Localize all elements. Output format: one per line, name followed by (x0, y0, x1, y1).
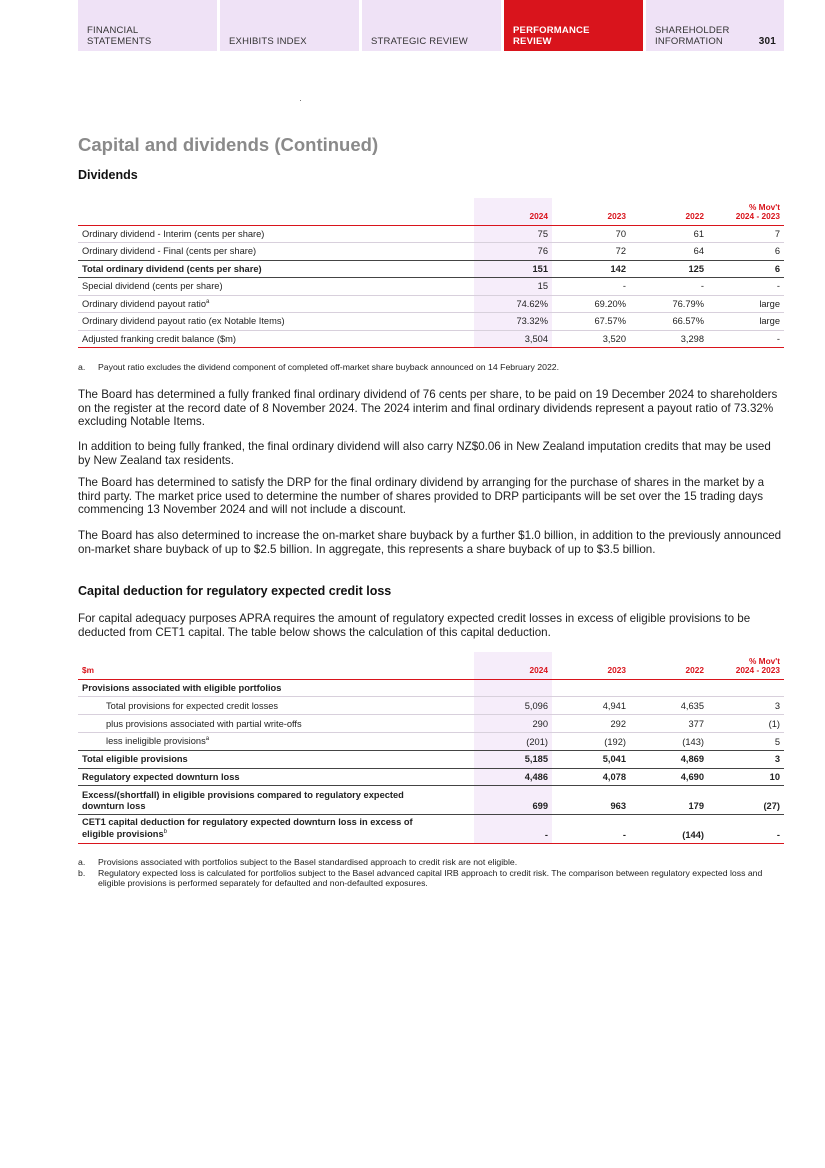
footnote-marker: b (163, 829, 167, 836)
cell-2022: (143) (682, 736, 704, 747)
cell-movement: - (776, 830, 780, 840)
dividends-footnotes (78, 362, 784, 373)
capital-deduction-intro: For capital adequacy purposes APRA requires the amount of regulatory expected credit losses in excess of eligible provisions to be deducted from CET1 capital. The table below shows the calculation of this capital deduction. (78, 612, 751, 639)
cell-2022: 4,869 (680, 754, 704, 765)
footnote-marker: a (205, 736, 210, 743)
cell-2023: 4,941 (602, 700, 626, 711)
dividends-table (78, 198, 784, 348)
table-row (78, 278, 784, 296)
cell-2023: 142 (610, 263, 626, 274)
table-row (78, 697, 784, 715)
cell-2022: 4,690 (680, 771, 704, 782)
row-label: Total eligible provisions (82, 754, 188, 765)
cell-movement: (27) (763, 801, 780, 811)
row-label: Adjusted franking credit balance ($m) (82, 333, 236, 344)
section-label: Provisions associated with eligible portfolios (82, 682, 282, 693)
table-row (78, 295, 784, 313)
cell-2024 (474, 679, 552, 697)
stray-dot (300, 100, 301, 101)
footnote: a. Provisions associated with portfolios subject to the Basel standardised approach to credit risk are not eligible. (78, 857, 518, 867)
row-label: Excess/(shortfall) in eligible provisions compared to regulatory expected downturn loss (82, 790, 404, 811)
cell-movement: 7 (774, 228, 780, 239)
cell-2022: 76.79% (672, 298, 704, 309)
row-label: Total provisions for expected credit losses (106, 700, 279, 711)
table-row-total (78, 786, 784, 815)
row-label: Total ordinary dividend (cents per share) (82, 263, 262, 274)
page-number: 301 (758, 36, 776, 47)
cell-2023: 70 (615, 228, 626, 239)
table-row (78, 243, 784, 261)
tab-label: PERFORMANCE REVIEW (513, 25, 590, 47)
cell-2023: 4,078 (602, 771, 626, 782)
col-header-2023: 2023 (607, 211, 626, 221)
table-row-total (78, 751, 784, 769)
table-row (78, 330, 784, 348)
cell-movement: large (759, 298, 780, 309)
col-header-movement: % Mov't 2024 - 2023 (735, 655, 780, 675)
row-label: Ordinary dividend payout ratio (ex Notable Items) (82, 316, 285, 327)
tab-performance-review[interactable] (504, 0, 643, 51)
cell-2024: 290 (474, 715, 552, 733)
cell-2024: 15 (474, 278, 552, 296)
col-header-2022: 2022 (685, 665, 704, 675)
col-header-2022: 2022 (685, 211, 704, 221)
cell-movement: 10 (769, 771, 780, 782)
dividend-paragraph-2: In addition to being fully franked, the final ordinary dividend will also carry NZ$0.06 in New Zealand imputation credits that may be used by New Zealand tax residents. (78, 440, 771, 467)
cell-2022: 4,635 (680, 700, 704, 711)
col-header-2024: 2024 (474, 652, 552, 679)
cell-2023: - (622, 830, 626, 840)
cell-2024: 74.62% (474, 295, 552, 313)
footnote: a. Payout ratio excludes the dividend component of completed off-market share buyback announced on 14 February 2022. (78, 362, 560, 372)
cell-2023 (552, 679, 630, 697)
table-header-row (78, 198, 784, 225)
table-section-row (78, 679, 784, 697)
dividend-paragraph-1: The Board has determined a fully franked final ordinary dividend of 76 cents per share, to be paid on 19 December 2024 to shareholders on the register at the record date of 8 November 2024. The 2024 interim and final ordinary dividends represent a payout ratio of 73.32% excluding Notable Items. (78, 388, 778, 429)
cell-2022: - (700, 281, 704, 292)
row-label: less ineligible provisions$^a$ (106, 736, 210, 747)
cell-2022 (630, 679, 708, 697)
cell-2023: - (622, 281, 626, 292)
table-row (78, 313, 784, 331)
cell-2024: 75 (474, 225, 552, 243)
tab-shareholder-information[interactable] (646, 0, 784, 51)
row-label: Special dividend (cents per share) (82, 281, 223, 292)
cell-2023: 3,520 (602, 333, 626, 344)
cell-2023: 72 (615, 246, 626, 257)
cell-2023: 5,041 (602, 754, 626, 765)
tab-financial-statements[interactable] (78, 0, 217, 51)
cell-movement: - (776, 333, 780, 344)
table-row-total (78, 260, 784, 278)
capital-deduction-heading: Capital deduction for regulatory expected credit loss (78, 584, 392, 598)
table-row (78, 225, 784, 243)
footnote: b. Regulatory expected loss is calculated for portfolios subject to the Basel advanced capital IRB approach to credit risk. The comparison between regulatory expected loss and eligible provisions is performed separately for defaulted and non-defaulted exposures. (78, 867, 763, 888)
table-row-total (78, 768, 784, 786)
cell-movement: 6 (774, 263, 780, 274)
tab-exhibits-index[interactable] (220, 0, 359, 51)
row-label: Regulatory expected downturn loss (82, 771, 240, 782)
cell-movement: 5 (774, 736, 780, 747)
cell-2023: 963 (610, 801, 626, 811)
cell-2022: 179 (688, 801, 704, 811)
cell-movement (708, 679, 784, 697)
row-label: Ordinary dividend - Interim (cents per share) (82, 228, 265, 239)
cell-movement: (1) (768, 718, 780, 729)
tab-strategic-review[interactable] (362, 0, 501, 51)
cell-movement: 3 (774, 754, 780, 765)
cell-2024: 76 (474, 243, 552, 261)
cell-2022: 377 (688, 718, 704, 729)
cell-movement: large (759, 316, 780, 327)
cell-2024: 73.32% (474, 313, 552, 331)
cell-2024: - (474, 815, 552, 844)
cell-2022: 61 (693, 228, 704, 239)
col-header-2024: 2024 (474, 198, 552, 225)
tab-label: FINANCIAL STATEMENTS (87, 25, 152, 47)
label-header (78, 198, 474, 225)
tab-label: SHAREHOLDER INFORMATION (655, 25, 730, 47)
tab-label: STRATEGIC REVIEW (371, 36, 468, 47)
cell-2024: 5,185 (474, 751, 552, 769)
dividend-paragraph-4: The Board has also determined to increase the on-market share buyback by a further $1.0 billion, in addition to the previously announced on-market share buyback of up to $2.5 billion. In aggregate, this represents a share buyback of up to $3.5 billion. (78, 529, 782, 556)
cell-2024: 5,096 (474, 697, 552, 715)
cell-2024: 699 (474, 786, 552, 815)
cell-2022: (144) (682, 830, 704, 840)
cell-2022: 125 (688, 263, 704, 274)
dividends-heading: Dividends (78, 168, 138, 182)
cell-2023: 67.57% (594, 316, 626, 327)
cell-2024: 4,486 (474, 768, 552, 786)
label-header: $m (82, 665, 94, 675)
tab-label: EXHIBITS INDEX (229, 36, 307, 47)
cell-2022: 66.57% (672, 316, 704, 327)
section-navigation (78, 0, 784, 51)
col-header-2023: 2023 (607, 665, 626, 675)
cell-2022: 3,298 (680, 333, 704, 344)
capital-deduction-table (78, 652, 784, 844)
table-row-total (78, 815, 784, 844)
cell-2022: 64 (693, 246, 704, 257)
row-label: Ordinary dividend - Final (cents per share) (82, 246, 257, 257)
cell-movement: 6 (774, 246, 780, 257)
row-label: Ordinary dividend payout ratio$^a$ (82, 298, 210, 309)
cell-movement: 3 (774, 700, 780, 711)
table-header-row (78, 652, 784, 679)
footnote-marker: a (206, 298, 210, 305)
table-row (78, 733, 784, 751)
cell-2023: 292 (610, 718, 626, 729)
page-title: Capital and dividends (Continued) (78, 134, 379, 155)
cell-2023: (192) (604, 736, 626, 747)
capital-deduction-footnotes (78, 857, 784, 889)
cell-movement: - (776, 281, 780, 292)
row-label: plus provisions associated with partial write-offs (106, 718, 302, 729)
row-label: CET1 capital deduction for regulatory expected downturn loss in excess of eligible provisions$^b$ (82, 816, 413, 840)
col-header-movement: % Mov't 2024 - 2023 (735, 201, 780, 221)
cell-2024: 151 (474, 260, 552, 278)
cell-2024: (201) (474, 733, 552, 751)
cell-2023: 69.20% (594, 298, 626, 309)
table-row (78, 715, 784, 733)
cell-2024: 3,504 (474, 330, 552, 348)
dividend-paragraph-3: The Board has determined to satisfy the DRP for the final ordinary dividend by arranging for the purchase of shares in the market by a third party. The market price used to determine the number of shares provided to DRP participants will be set over the 15 trading days commencing 13 November 2024 and will not include a discount. (78, 476, 765, 517)
